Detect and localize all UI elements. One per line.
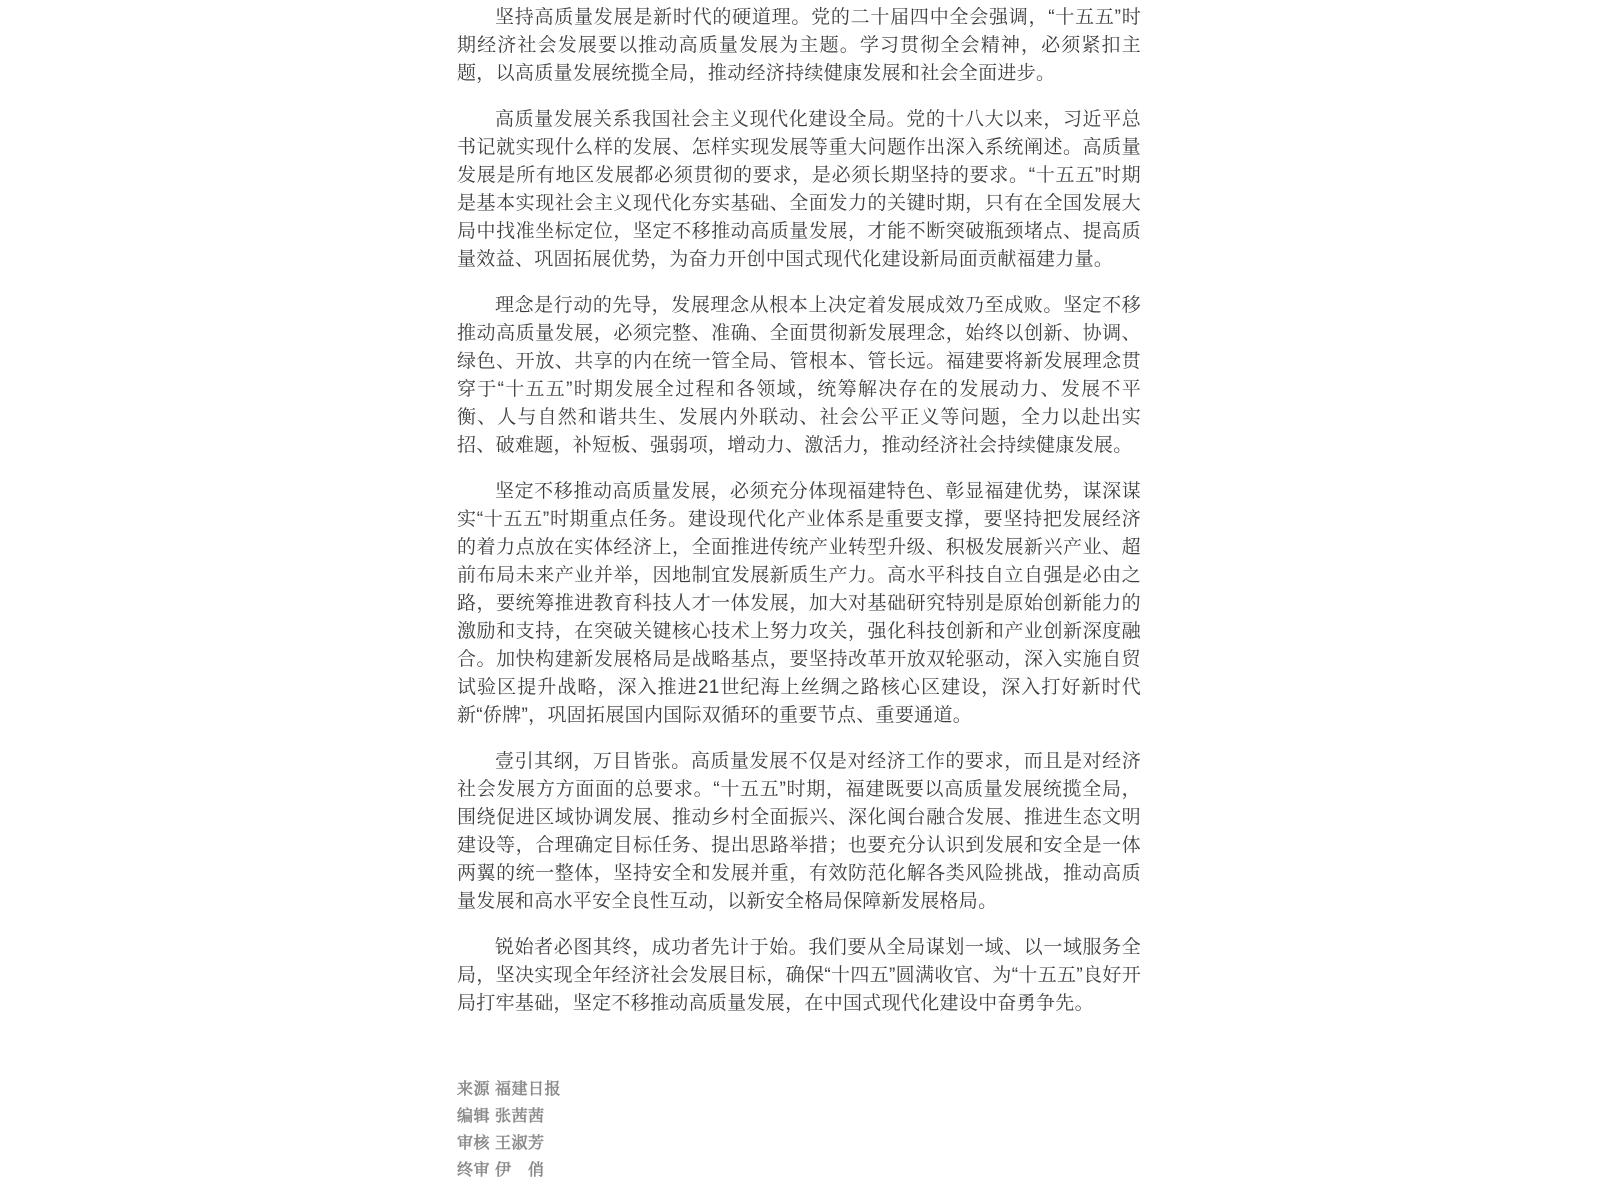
article-paragraph: 坚持高质量发展是新时代的硬道理。党的二十届四中全会强调，“十五五”时期经济社会发展要以推动高质量发展为主题。学习贯彻全会精神，必须紧扣主题，以高质量发展统揽全局，推动经济持续健康发展和社会全面进步。 (457, 7, 1141, 84)
article-paragraph: 锐始者必图其终，成功者先计于始。我们要从全局谋划一域、以一域服务全局，坚决实现全年经济社会发展目标，确保“十四五”圆满收官、为“十五五”良好开局打牢基础，坚定不移推动高质量发展，在中国式现代化建设中奋勇争先。 (457, 937, 1141, 1014)
credit-line: 来源 福建日报 (457, 1081, 561, 1098)
article-paragraph: 理念是行动的先导，发展理念从根本上决定着发展成效乃至成败。坚定不移推动高质量发展，必须完整、准确、全面贯彻新发展理念，始终以创新、协调、绿色、开放、共享的内在统一管全局、管根本、管长远。福建要将新发展理念贯穿于“十五五”时期发展全过程和各领域，统筹解决存在的发展动力、发展不平衡、人与自然和谐共生、发展内外联动、社会公平正义等问题，全力以赴出实招、破难题，补短板、强弱项，增动力、激活力，推动经济社会持续健康发展。 (457, 295, 1141, 456)
credit-line: 审核 王淑芳 (457, 1135, 545, 1152)
article-body (457, 4, 1141, 1018)
credit-line: 编辑 张茜茜 (457, 1108, 545, 1125)
article-paragraph: 高质量发展关系我国社会主义现代化建设全局。党的十八大以来，习近平总书记就实现什么样的发展、怎样实现发展等重大问题作出深入系统阐述。高质量发展是所有地区发展都必须贯彻的要求，是必须长期坚持的要求。“十五五”时期是基本实现社会主义现代化夯实基础、全面发力的关键时期，只有在全国发展大局中找准坐标定位，坚定不移推动高质量发展，才能不断突破瓶颈堵点、提高质量效益、巩固拓展优势，为奋力开创中国式现代化建设新局面贡献福建力量。 (457, 109, 1141, 270)
article-credits (457, 1076, 1141, 1184)
credit-line: 终审 伊 俏 (457, 1162, 545, 1179)
article-column (457, 0, 1141, 1184)
article-paragraph: 坚定不移推动高质量发展，必须充分体现福建特色、彰显福建优势，谋深谋实“十五五”时期重点任务。建设现代化产业体系是重要支撑，要坚持把发展经济的着力点放在实体经济上，全面推进传统产业转型升级、积极发展新兴产业、超前布局未来产业并举，因地制宜发展新质生产力。高水平科技自立自强是必由之路，要统筹推进教育科技人才一体发展，加大对基础研究特别是原始创新能力的激励和支持，在突破关键核心技术上努力攻关，强化科技创新和产业创新深度融合。加快构建新发展格局是战略基点，要坚持改革开放双轮驱动，深入实施自贸试验区提升战略，深入推进21世纪海上丝绸之路核心区建设，深入打好新时代新“侨牌”，巩固拓展国内国际双循环的重要节点、重要通道。 (457, 481, 1141, 726)
article-paragraph: 壹引其纲，万目皆张。高质量发展不仅是对经济工作的要求，而且是对经济社会发展方方面面的总要求。“十五五”时期，福建既要以高质量发展统揽全局，围绕促进区域协调发展、推动乡村全面振兴、深化闽台融合发展、推进生态文明建设等，合理确定目标任务、提出思路举措；也要充分认识到发展和安全是一体两翼的统一整体，坚持安全和发展并重，有效防范化解各类风险挑战，推动高质量发展和高水平安全良性互动，以新安全格局保障新发展格局。 (457, 751, 1141, 912)
